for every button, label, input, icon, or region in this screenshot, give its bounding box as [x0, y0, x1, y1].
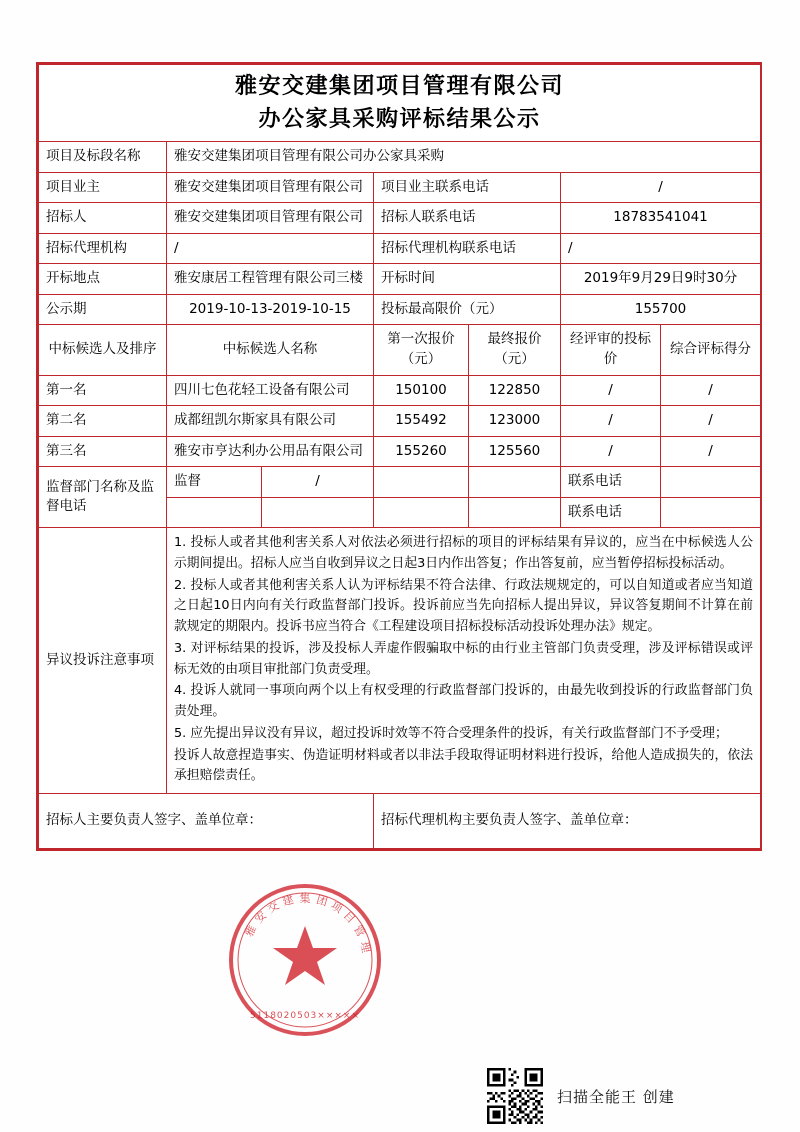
max-price-value: 155700 — [561, 294, 761, 325]
tenderer-value: 雅安交建集团项目管理有限公司 — [167, 203, 374, 234]
owner-phone-value: / — [561, 172, 761, 203]
svg-text:集: 集 — [299, 892, 311, 905]
candidate-score: / — [661, 375, 761, 406]
owner-label: 项目业主 — [39, 172, 167, 203]
svg-text:建: 建 — [280, 893, 296, 909]
candidate-name-header: 中标候选人名称 — [167, 325, 374, 375]
table-row-candidate-header — [39, 325, 761, 375]
supervision-phone-value-2 — [661, 497, 761, 528]
candidate-score: / — [661, 406, 761, 437]
candidate-review-price: / — [561, 375, 661, 406]
tenderer-phone-label: 招标人联系电话 — [374, 203, 561, 234]
supervision-blank-6 — [469, 497, 561, 528]
candidate-final-price: 123000 — [469, 406, 561, 437]
supervision-phone-value-1 — [661, 467, 761, 498]
supervision-blank-5 — [374, 497, 469, 528]
table-row-owner — [39, 172, 761, 203]
project-name-label: 项目及标段名称 — [39, 142, 167, 173]
candidate-rank: 第一名 — [39, 375, 167, 406]
official-seal-stamp — [225, 880, 385, 1040]
first-price-header: 第一次报价（元） — [374, 325, 469, 375]
candidate-name: 雅安市亨达利办公用品有限公司 — [167, 436, 374, 467]
notice-paragraph-2: 2. 投标人或者其他利害关系人认为评标结果不符合法律、行政法规规定的，可以自知道或者应当知道之日起10日内向有关行政监督部门投诉。投诉前应当先向招标人提出异议，异议答复期间不计算在前款规定的期限内。投诉书应当符合《工程建设项目招标投标活动投诉处理办法》规定。 — [174, 577, 754, 635]
supervision-blank-2 — [469, 467, 561, 498]
table-row-tenderer — [39, 203, 761, 234]
candidate-rank-header: 中标候选人及排序 — [39, 325, 167, 375]
tenderer-phone-value: 18783541041 — [561, 203, 761, 234]
tenderer-signature-label: 招标人主要负责人签字、盖单位章： — [39, 793, 374, 848]
footer-text: 扫描全能王 创建 — [557, 1087, 675, 1106]
table-row-agency — [39, 233, 761, 264]
candidate-final-price: 125560 — [469, 436, 561, 467]
svg-text:交: 交 — [265, 898, 282, 916]
agency-value: / — [167, 233, 374, 264]
svg-text:5118020503×××××: 5118020503××××× — [250, 1011, 360, 1021]
notice-paragraphs — [174, 533, 753, 787]
table-row-supervision-1 — [39, 467, 761, 498]
owner-phone-label: 项目业主联系电话 — [374, 172, 561, 203]
candidate-rank: 第二名 — [39, 406, 167, 437]
max-price-label: 投标最高限价（元） — [374, 294, 561, 325]
table-row — [39, 436, 761, 467]
candidate-review-price: / — [561, 406, 661, 437]
svg-text:理: 理 — [357, 940, 373, 954]
bid-result-announcement-table — [36, 62, 762, 851]
svg-text:雅: 雅 — [242, 923, 260, 940]
table-row — [39, 406, 761, 437]
table-row-project-name — [39, 142, 761, 173]
project-name-value: 雅安交建集团项目管理有限公司办公家具采购 — [167, 142, 761, 173]
agency-label: 招标代理机构 — [39, 233, 167, 264]
candidate-final-price: 122850 — [469, 375, 561, 406]
bid-time-value: 2019年9月29日9时30分 — [561, 264, 761, 295]
page-title-line2: 办公家具采购评标结果公示 — [258, 107, 541, 132]
candidate-score: / — [661, 436, 761, 467]
candidate-rank: 第三名 — [39, 436, 167, 467]
agency-phone-value: / — [561, 233, 761, 264]
review-price-header: 经评审的投标价 — [561, 325, 661, 375]
svg-text:管: 管 — [350, 923, 368, 940]
svg-text:目: 目 — [340, 908, 358, 926]
bid-place-value: 雅安康居工程管理有限公司三楼 — [167, 264, 374, 295]
publicity-label: 公示期 — [39, 294, 167, 325]
title-cell — [39, 65, 761, 142]
score-header: 综合评标得分 — [661, 325, 761, 375]
candidate-name: 成都纽凯尔斯家具有限公司 — [167, 406, 374, 437]
bid-place-label: 开标地点 — [39, 264, 167, 295]
table-row-publicity — [39, 294, 761, 325]
announcement-table — [38, 64, 761, 849]
table-row — [39, 375, 761, 406]
supervision-blank-4 — [262, 497, 374, 528]
final-price-header: 最终报价（元） — [469, 325, 561, 375]
candidate-name: 四川七色花轻工设备有限公司 — [167, 375, 374, 406]
owner-value: 雅安交建集团项目管理有限公司 — [167, 172, 374, 203]
notice-paragraph-1: 1. 投标人或者其他利害关系人对依法必须进行招标的项目的评标结果有异议的，应当在中标候选人公示期间提出。招标人应当自收到异议之日起3日内作出答复；作出答复前，应当暂停招标投标活动。 — [174, 535, 754, 572]
supervision-phone-label-1: 联系电话 — [561, 467, 661, 498]
supervision-blank-1 — [374, 467, 469, 498]
bid-time-label: 开标时间 — [374, 264, 561, 295]
supervision-name-label: 监督 — [167, 467, 262, 498]
table-row-signatures — [39, 793, 761, 848]
candidate-first-price: 155492 — [374, 406, 469, 437]
svg-text:团: 团 — [314, 893, 330, 909]
notice-paragraph-4: 4. 投诉人就同一事项向两个以上有权受理的行政监督部门投诉的，由最先收到投诉的行政监督部门负责处理。 — [174, 683, 754, 720]
supervision-blank-3 — [167, 497, 262, 528]
page-title-line1: 雅安交建集团项目管理有限公司 — [235, 74, 565, 99]
notice-paragraph-3: 3. 对评标结果的投诉，涉及投标人弄虚作假骗取中标的由行业主管部门负责受理，涉及评标错误或评标无效的由项目审批部门负责受理。 — [174, 640, 754, 677]
table-row-title — [39, 65, 761, 142]
qr-code-icon — [487, 1068, 543, 1124]
publicity-value: 2019-10-13-2019-10-15 — [167, 294, 374, 325]
candidate-first-price: 150100 — [374, 375, 469, 406]
svg-text:项: 项 — [328, 898, 345, 916]
supervision-name-value: / — [262, 467, 374, 498]
svg-text:安: 安 — [252, 908, 270, 926]
candidate-first-price: 155260 — [374, 436, 469, 467]
footer-watermark — [487, 1068, 675, 1124]
notice-body — [167, 528, 761, 794]
table-row-notice — [39, 528, 761, 794]
notice-paragraph-6: 投诉人故意捏造事实、伪造证明材料或者以非法手段取得证明材料进行投诉，给他人造成损失的，依法承担赔偿责任。 — [174, 747, 754, 784]
table-row-bid-place — [39, 264, 761, 295]
agency-signature-label: 招标代理机构主要负责人签字、盖单位章： — [374, 793, 761, 848]
agency-phone-label: 招标代理机构联系电话 — [374, 233, 561, 264]
candidate-review-price: / — [561, 436, 661, 467]
tenderer-label: 招标人 — [39, 203, 167, 234]
supervision-label: 监督部门名称及监督电话 — [39, 467, 167, 528]
supervision-phone-label-2: 联系电话 — [561, 497, 661, 528]
notice-paragraph-5: 5. 应先提出异议没有异议，超过投诉时效等不符合受理条件的投诉，有关行政监督部门不予受理； — [174, 725, 728, 741]
notice-label: 异议投诉注意事项 — [39, 528, 167, 794]
